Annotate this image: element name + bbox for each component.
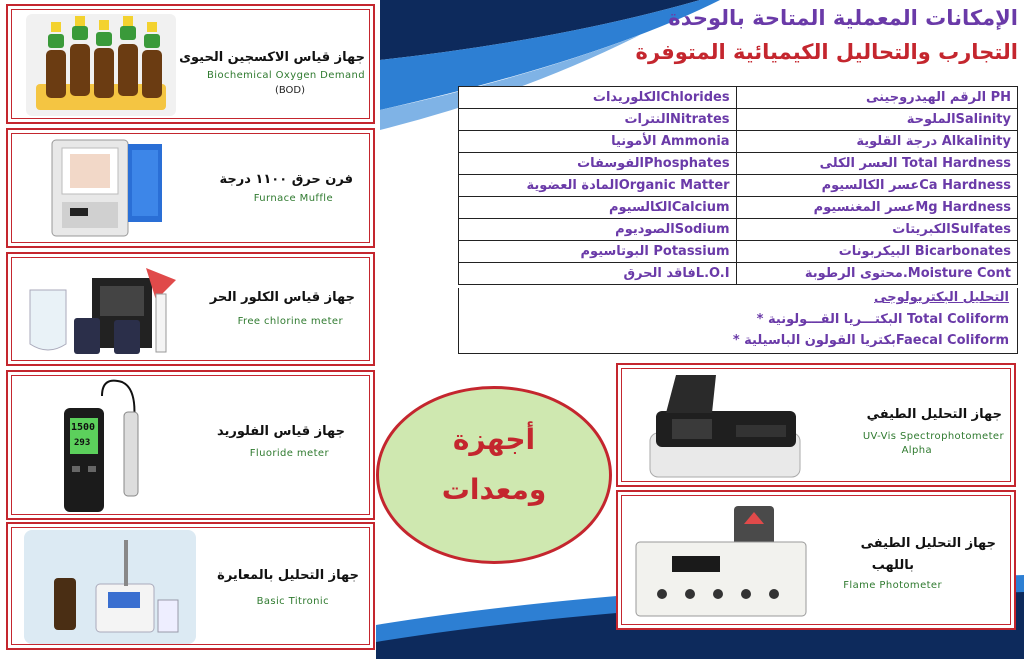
- device-subtitle: Biochemical Oxygen Demand: [207, 70, 365, 81]
- device-subtitle-2: (BOD): [274, 85, 305, 96]
- table-row: [459, 153, 1018, 175]
- device-card-fluoride: [6, 370, 375, 520]
- table-cell: الأمونيا Ammonia: [459, 131, 737, 153]
- table-row: [459, 219, 1018, 241]
- table-row: [459, 197, 1018, 219]
- table-cell: الكالسيومCalcium: [459, 197, 737, 219]
- table-cell: النتراتNitrates: [459, 109, 737, 131]
- table-cell: البوتاسيوم Potassium: [459, 241, 737, 263]
- device-subtitle: UV-Vis Spectrophotometer: [862, 431, 1004, 442]
- meter-readout-2: 293: [74, 438, 91, 448]
- table-row: [459, 87, 1018, 109]
- device-card-flame-photometer: [616, 490, 1016, 630]
- table-cell: المادة العضويةOrganic Matter: [459, 175, 737, 197]
- table-cell: عسر الكالسيومCa Hardness: [736, 175, 1017, 197]
- table-cell: الصوديومSodium: [459, 219, 737, 241]
- table-cell: الرقم الهيدروجينى PH: [736, 87, 1017, 109]
- spectrophotometer-icon: [646, 373, 804, 481]
- table-cell: البيكربونات Bicarbonates: [736, 241, 1017, 263]
- device-title: جهاز قياس الفلوريد: [216, 424, 345, 439]
- header-subtitle: التجارب والتحاليل الكيميائية المتوفرة: [635, 40, 1018, 64]
- device-card-spectrophotometer: [616, 363, 1016, 487]
- device-title: جهاز قياس الاكسجين الحيوى: [179, 50, 365, 65]
- table-row: [459, 175, 1018, 197]
- table-cell: الكلوريداتChlorides: [459, 87, 737, 109]
- device-title: جهاز قياس الكلور الحر: [209, 290, 355, 305]
- device-subtitle-2: Alpha: [901, 445, 932, 456]
- table-row: [459, 109, 1018, 131]
- table-row: [459, 263, 1018, 285]
- device-title: جهاز التحليل بالمعايرة: [217, 568, 359, 583]
- table-cell: الملوحةSalinity: [736, 109, 1017, 131]
- bacteriology-item: * بكتريا القولون الباسيليةFaecal Coliform: [732, 333, 1009, 348]
- header-title: الإمكانات المعملية المتاحة بالوحدة: [668, 6, 1018, 30]
- table-cell: الكبريتاتSulfates: [736, 219, 1017, 241]
- analysis-table: [458, 86, 1018, 285]
- table-cell: العسر الكلى Total Hardness: [736, 153, 1017, 175]
- table-cell: الفوسفاتPhosphates: [459, 153, 737, 175]
- device-title-2: باللهب: [871, 558, 914, 573]
- bacteriology-box: [458, 288, 1018, 354]
- device-subtitle: Fluoride meter: [249, 448, 329, 459]
- device-card-furnace: [6, 128, 375, 248]
- bacteriology-heading: التحليل البكتريولوجى: [874, 290, 1009, 305]
- device-title: جهاز التحليل الطيفي: [866, 407, 1002, 422]
- device-title: فرن حرق ١١٠٠ درجة: [219, 172, 353, 187]
- device-subtitle: Free chlorine meter: [237, 316, 343, 327]
- device-card-chlorine: [6, 252, 375, 366]
- device-title: جهاز التحليل الطيفى: [860, 536, 996, 551]
- bacteriology-item: * البكتـــريا القـــولونية Total Coliform: [756, 312, 1009, 327]
- table-cell: عسر المغنسيومMg Hardness: [736, 197, 1017, 219]
- device-card-titrator: [6, 522, 375, 650]
- titrator-icon: [24, 530, 196, 644]
- table-row: [459, 131, 1018, 153]
- device-subtitle: Flame Photometer: [843, 580, 942, 591]
- device-subtitle: Furnace Muffle: [253, 193, 333, 204]
- table-cell: فاقد الحرقL.O.I: [459, 263, 737, 285]
- oval-line-1: أجهزة: [452, 423, 536, 456]
- flame-photometer-icon: [632, 502, 810, 620]
- equipment-oval: [376, 386, 612, 564]
- bod-bottles-icon: [26, 14, 176, 116]
- table-cell: محتوى الرطوبة.Moisture Cont: [736, 263, 1017, 285]
- oval-line-2: ومعدات: [441, 473, 547, 506]
- device-card-bod: [6, 4, 375, 124]
- device-subtitle: Basic Titronic: [256, 596, 329, 607]
- muffle-furnace-icon: [48, 136, 168, 242]
- chlorine-kit-icon: [26, 260, 188, 362]
- meter-readout-1: 1500: [71, 422, 96, 433]
- table-row: [459, 241, 1018, 263]
- table-cell: درجة القلوية Alkalinity: [736, 131, 1017, 153]
